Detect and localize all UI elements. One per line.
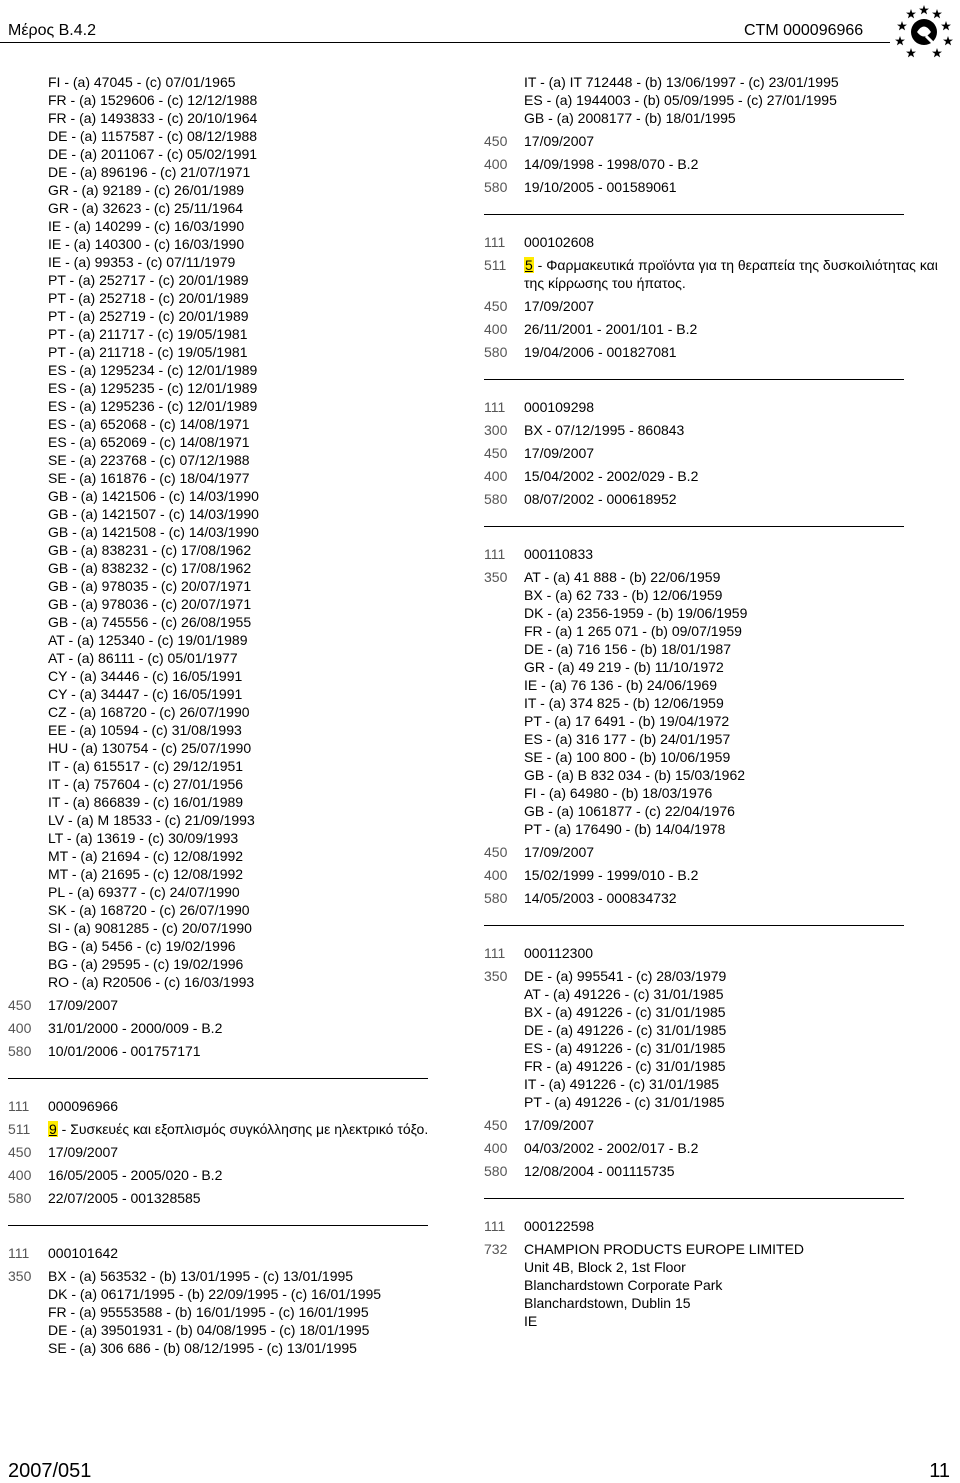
- entry-block: [484, 545, 944, 907]
- seniority-line: RO - (a) R20506 - (c) 16/03/1993: [48, 974, 255, 990]
- seniority-line: IE - (a) 76 136 - (b) 24/06/1969: [524, 677, 717, 693]
- seniority-list: [524, 967, 944, 1111]
- field-450: [484, 843, 944, 861]
- seniority-line: LV - (a) M 18533 - (c) 21/09/1993: [48, 812, 255, 828]
- field-111: [8, 1244, 448, 1262]
- seniority-line: PT - (a) 491226 - (c) 31/01/1985: [524, 1094, 725, 1110]
- field-value: 17/09/2007: [48, 997, 119, 1013]
- field-111: [484, 398, 944, 416]
- field-450: [484, 444, 944, 462]
- seniority-line: EE - (a) 10594 - (c) 31/08/1993: [48, 722, 242, 738]
- seniority-line: FI - (a) 64980 - (b) 18/03/1976: [524, 785, 713, 801]
- entry-separator: [8, 1078, 428, 1079]
- entry-block: [484, 398, 944, 508]
- seniority-list: [48, 1267, 448, 1357]
- seniority-line: ES - (a) 1295235 - (c) 12/01/1989: [48, 380, 258, 396]
- field-value: 000102608: [524, 234, 595, 250]
- seniority-line: GB - (a) 978036 - (c) 20/07/1971: [48, 596, 252, 612]
- seniority-line: BX - (a) 563532 - (b) 13/01/1995 - (c) 13/01/1995: [48, 1268, 354, 1284]
- field-580: [8, 1189, 448, 1207]
- seniority-line: GB - (a) 838232 - (c) 17/08/1962: [48, 560, 252, 576]
- field-value: 17/09/2007: [524, 1117, 595, 1133]
- field-value: 16/05/2005 - 2005/020 - B.2: [48, 1167, 223, 1183]
- field-code: 111: [8, 1098, 30, 1114]
- field-400: [8, 1019, 448, 1037]
- seniority-line: FR - (a) 1493833 - (c) 20/10/1964: [48, 110, 258, 126]
- field-value: 12/08/2004 - 001115735: [524, 1163, 675, 1179]
- field-code: 511: [8, 1121, 31, 1137]
- entry-block: [484, 233, 944, 361]
- field-value: 000122598: [524, 1218, 595, 1234]
- field-400: [484, 320, 944, 338]
- field-code: 400: [8, 1020, 32, 1036]
- seniority-line: IT - (a) 757604 - (c) 27/01/1956: [48, 776, 244, 792]
- field-value: 000096966: [48, 1098, 119, 1114]
- seniority-line: CY - (a) 34447 - (c) 16/05/1991: [48, 686, 243, 702]
- seniority-line: GR - (a) 92189 - (c) 26/01/1989: [48, 182, 245, 198]
- field-value: [524, 256, 944, 292]
- seniority-line: ES - (a) 1295234 - (c) 12/01/1989: [48, 362, 258, 378]
- field-400: [484, 866, 944, 884]
- seniority-line: IT - (a) 491226 - (c) 31/01/1985: [524, 1076, 720, 1092]
- header-ctm-number: CTM 000096966: [744, 22, 864, 39]
- seniority-line: ES - (a) 1295236 - (c) 12/01/1989: [48, 398, 258, 414]
- right-column: [484, 73, 944, 1330]
- field-value: 000110833: [524, 546, 594, 562]
- field-111: [484, 944, 944, 962]
- seniority-line: IT - (a) IT 712448 - (b) 13/06/1997 - (c) 23/01/1995: [524, 74, 839, 90]
- nice-class-number: 5: [525, 257, 533, 273]
- field-111: [484, 1217, 944, 1235]
- seniority-line: DE - (a) 39501931 - (b) 04/08/1995 - (c) 18/01/1995: [48, 1322, 370, 1338]
- field-111: [484, 545, 944, 563]
- field-450: [8, 996, 448, 1014]
- field-value: 17/09/2007: [524, 844, 595, 860]
- seniority-line: HU - (a) 130754 - (c) 25/07/1990: [48, 740, 252, 756]
- field-580: [8, 1042, 448, 1060]
- seniority-line: IT - (a) 615517 - (c) 29/12/1951: [48, 758, 244, 774]
- field-code: 111: [8, 1245, 30, 1261]
- field-400: [484, 1139, 944, 1157]
- seniority-line: PT - (a) 252718 - (c) 20/01/1989: [48, 290, 249, 306]
- field-580: [484, 178, 944, 196]
- seniority-line: DK - (a) 06171/1995 - (b) 22/09/1995 - (c) 16/01/1995: [48, 1286, 382, 1302]
- field-code: 450: [484, 133, 508, 149]
- field-111: [8, 1097, 448, 1115]
- seniority-line: ES - (a) 652069 - (c) 14/08/1971: [48, 434, 250, 450]
- field-value: BX - 07/12/1995 - 860843: [524, 422, 685, 438]
- seniority-line: CZ - (a) 168720 - (c) 26/07/1990: [48, 704, 250, 720]
- seniority-line: FI - (a) 47045 - (c) 07/01/1965: [48, 74, 236, 90]
- footer-page-number: 11: [929, 1460, 950, 1482]
- seniority-line: AT - (a) 41 888 - (b) 22/06/1959: [524, 569, 721, 585]
- seniority-line: AT - (a) 125340 - (c) 19/01/1989: [48, 632, 248, 648]
- entry-block: [8, 73, 448, 1060]
- entry-block: [484, 73, 944, 196]
- seniority-line: SI - (a) 9081285 - (c) 20/07/1990: [48, 920, 252, 936]
- field-350: [8, 1267, 448, 1357]
- field-511: [484, 256, 944, 292]
- seniority-line: ES - (a) 491226 - (c) 31/01/1985: [524, 1040, 726, 1056]
- address-line: IE: [524, 1313, 538, 1329]
- field-350: [484, 568, 944, 838]
- field-580: [484, 343, 944, 361]
- field-code: 580: [8, 1043, 32, 1059]
- address-line: Blanchardstown Corporate Park: [524, 1277, 723, 1293]
- seniority-line: IT - (a) 374 825 - (b) 12/06/1959: [524, 695, 724, 711]
- field-511: [8, 1120, 448, 1138]
- field-code: 400: [484, 1140, 508, 1156]
- field-450: [484, 1116, 944, 1134]
- seniority-line: PT - (a) 176490 - (b) 14/04/1978: [524, 821, 726, 837]
- entry-block: [8, 1097, 448, 1207]
- seniority-list: [524, 568, 944, 838]
- field-code: 450: [484, 445, 508, 461]
- field-450: [8, 1143, 448, 1161]
- seniority-line: SE - (a) 161876 - (c) 18/04/1977: [48, 470, 250, 486]
- seniority-line: SE - (a) 100 800 - (b) 10/06/1959: [524, 749, 731, 765]
- seniority-line: AT - (a) 86111 - (c) 05/01/1977: [48, 650, 238, 666]
- seniority-line: MT - (a) 21695 - (c) 12/08/1992: [48, 866, 244, 882]
- seniority-line: DE - (a) 1157587 - (c) 08/12/1988: [48, 128, 258, 144]
- seniority-line: GR - (a) 32623 - (c) 25/11/1964: [48, 200, 244, 216]
- field-code: 580: [484, 890, 508, 906]
- seniority-line: FR - (a) 1 265 071 - (b) 09/07/1959: [524, 623, 742, 639]
- address-line: Unit 4B, Block 2, 1st Floor: [524, 1259, 686, 1275]
- seniority-line: BX - (a) 62 733 - (b) 12/06/1959: [524, 587, 723, 603]
- field-value: 04/03/2002 - 2002/017 - B.2: [524, 1140, 699, 1156]
- address-line: CHAMPION PRODUCTS EUROPE LIMITED: [524, 1241, 805, 1257]
- seniority-line: GB - (a) 1421507 - (c) 14/03/1990: [48, 506, 259, 522]
- field-code: 450: [8, 997, 32, 1013]
- seniority-line: FR - (a) 491226 - (c) 31/01/1985: [524, 1058, 726, 1074]
- seniority-line: PL - (a) 69377 - (c) 24/07/1990: [48, 884, 240, 900]
- field-code: 400: [484, 468, 508, 484]
- field-111: [484, 233, 944, 251]
- field-code: 400: [484, 156, 508, 172]
- field-code: 450: [484, 844, 508, 860]
- field-code: 111: [484, 945, 506, 961]
- field-code: 580: [8, 1190, 32, 1206]
- entry-separator: [484, 214, 904, 215]
- field-code: 111: [484, 399, 506, 415]
- field-code: 580: [484, 344, 508, 360]
- entry-separator: [8, 1225, 428, 1226]
- entry-separator: [484, 526, 904, 527]
- field-code: 580: [484, 491, 508, 507]
- field-732: [484, 1240, 944, 1330]
- field-value: 000101642: [48, 1245, 119, 1261]
- field-580: [484, 490, 944, 508]
- field-code: 300: [484, 422, 508, 438]
- seniority-list: [524, 73, 944, 127]
- seniority-line: GB - (a) 1061877 - (c) 22/04/1976: [524, 803, 735, 819]
- seniority-line: IE - (a) 140300 - (c) 16/03/1990: [48, 236, 245, 252]
- seniority-line: GB - (a) 978035 - (c) 20/07/1971: [48, 578, 252, 594]
- entry-separator: [484, 925, 904, 926]
- field-code: 400: [484, 867, 508, 883]
- field-580: [484, 1162, 944, 1180]
- address-line: Blanchardstown, Dublin 15: [524, 1295, 691, 1311]
- seniority-line: GB - (a) 1421508 - (c) 14/03/1990: [48, 524, 259, 540]
- seniority-line: PT - (a) 252717 - (c) 20/01/1989: [48, 272, 249, 288]
- field-code: 580: [484, 1163, 508, 1179]
- seniority-line: BG - (a) 5456 - (c) 19/02/1996: [48, 938, 236, 954]
- seniority-line: GR - (a) 49 219 - (b) 11/10/1972: [524, 659, 724, 675]
- seniority-line: DE - (a) 716 156 - (b) 18/01/1987: [524, 641, 732, 657]
- field-code: 350: [484, 968, 508, 984]
- goods-description: - Συσκευές και εξοπλισμός συγκόλλησης με ηλεκτρικό τόξο.: [57, 1121, 429, 1137]
- seniority-line: DE - (a) 2011067 - (c) 05/02/1991: [48, 146, 258, 162]
- entry-block: [8, 1244, 448, 1357]
- field-code: 450: [8, 1144, 32, 1160]
- field-450: [484, 297, 944, 315]
- field-value: 08/07/2002 - 000618952: [524, 491, 677, 507]
- field-value: 31/01/2000 - 2000/009 - B.2: [48, 1020, 223, 1036]
- field-400: [484, 155, 944, 173]
- seniority-line: GB - (a) 2008177 - (b) 18/01/1995: [524, 110, 736, 126]
- field-value: 10/01/2006 - 001757171: [48, 1043, 201, 1059]
- field-450: [484, 132, 944, 150]
- field-code: 450: [484, 1117, 508, 1133]
- seniority-line: DE - (a) 491226 - (c) 31/01/1985: [524, 1022, 727, 1038]
- field-value: 22/07/2005 - 001328585: [48, 1190, 201, 1206]
- field-value: 15/02/1999 - 1999/010 - B.2: [524, 867, 699, 883]
- field-300: [484, 421, 944, 439]
- left-column: [8, 73, 448, 1357]
- field-value: 15/04/2002 - 2002/029 - B.2: [524, 468, 699, 484]
- seniority-line: FR - (a) 95553588 - (b) 16/01/1995 - (c) 16/01/1995: [48, 1304, 369, 1320]
- seniority-line: PT - (a) 211717 - (c) 19/05/1981: [48, 326, 248, 342]
- seniority-line: SE - (a) 306 686 - (b) 08/12/1995 - (c) 13/01/1995: [48, 1340, 357, 1356]
- seniority-line: ES - (a) 652068 - (c) 14/08/1971: [48, 416, 250, 432]
- seniority-line: LT - (a) 13619 - (c) 30/09/1993: [48, 830, 239, 846]
- field-350: [484, 967, 944, 1111]
- entry-block: [484, 1217, 944, 1330]
- field-value: 14/09/1998 - 1998/070 - B.2: [524, 156, 699, 172]
- proprietor-address: [524, 1240, 944, 1330]
- field-value: 19/04/2006 - 001827081: [524, 344, 677, 360]
- header-section: Μέρος Β.4.2: [8, 22, 96, 39]
- seniority-line: SE - (a) 223768 - (c) 07/12/1988: [48, 452, 250, 468]
- seniority-line: FR - (a) 1529606 - (c) 12/12/1988: [48, 92, 258, 108]
- seniority-line: GB - (a) 838231 - (c) 17/08/1962: [48, 542, 252, 558]
- field-value: [48, 1120, 448, 1138]
- field-continuation: [484, 73, 944, 127]
- field-value: 000112300: [524, 945, 594, 961]
- field-continuation: [8, 73, 448, 991]
- seniority-line: BX - (a) 491226 - (c) 31/01/1985: [524, 1004, 726, 1020]
- field-value: 26/11/2001 - 2001/101 - B.2: [524, 321, 698, 337]
- field-code: 400: [484, 321, 508, 337]
- entry-block: [484, 944, 944, 1180]
- seniority-line: GB - (a) 745556 - (c) 26/08/1955: [48, 614, 252, 630]
- ohim-logo-icon: [893, 1, 955, 63]
- field-400: [8, 1166, 448, 1184]
- header-rule: [0, 42, 890, 43]
- seniority-line: DE - (a) 995541 - (c) 28/03/1979: [524, 968, 727, 984]
- seniority-line: PT - (a) 252719 - (c) 20/01/1989: [48, 308, 249, 324]
- field-value: 19/10/2005 - 001589061: [524, 179, 677, 195]
- seniority-line: IT - (a) 866839 - (c) 16/01/1989: [48, 794, 244, 810]
- field-code: 580: [484, 179, 508, 195]
- field-value: 14/05/2003 - 000834732: [524, 890, 677, 906]
- field-580: [484, 889, 944, 907]
- field-code: 511: [484, 257, 507, 273]
- seniority-line: ES - (a) 1944003 - (b) 05/09/1995 - (c) 27/01/1995: [524, 92, 837, 108]
- seniority-line: GB - (a) B 832 034 - (b) 15/03/1962: [524, 767, 746, 783]
- field-code: 450: [484, 298, 508, 314]
- field-value: 17/09/2007: [48, 1144, 119, 1160]
- seniority-line: SK - (a) 168720 - (c) 26/07/1990: [48, 902, 250, 918]
- seniority-line: PT - (a) 17 6491 - (b) 19/04/1972: [524, 713, 730, 729]
- field-value: 000109298: [524, 399, 595, 415]
- seniority-line: MT - (a) 21694 - (c) 12/08/1992: [48, 848, 244, 864]
- field-code: 400: [8, 1167, 32, 1183]
- seniority-line: AT - (a) 491226 - (c) 31/01/1985: [524, 986, 724, 1002]
- seniority-line: IE - (a) 140299 - (c) 16/03/1990: [48, 218, 245, 234]
- field-value: 17/09/2007: [524, 298, 595, 314]
- entry-separator: [484, 1198, 904, 1199]
- entry-separator: [484, 379, 904, 380]
- seniority-line: ES - (a) 316 177 - (b) 24/01/1957: [524, 731, 731, 747]
- field-code: 111: [484, 1218, 506, 1234]
- field-code: 111: [484, 546, 506, 562]
- footer-issue: 2007/051: [8, 1460, 92, 1482]
- field-code: 350: [484, 569, 508, 585]
- seniority-line: BG - (a) 29595 - (c) 19/02/1996: [48, 956, 244, 972]
- nice-class-number: 9: [49, 1121, 57, 1137]
- goods-description: - Φαρμακευτικά προϊόντα για τη θεραπεία της δυσκοιλιότητας και της κίρρωσης του ήπατος.: [524, 257, 938, 291]
- field-code: 111: [484, 234, 506, 250]
- seniority-line: DK - (a) 2356-1959 - (b) 19/06/1959: [524, 605, 748, 621]
- field-code: 350: [8, 1268, 32, 1284]
- seniority-line: PT - (a) 211718 - (c) 19/05/1981: [48, 344, 248, 360]
- field-400: [484, 467, 944, 485]
- field-code: 732: [484, 1241, 508, 1257]
- field-value: 17/09/2007: [524, 445, 595, 461]
- seniority-line: GB - (a) 1421506 - (c) 14/03/1990: [48, 488, 259, 504]
- field-value: 17/09/2007: [524, 133, 595, 149]
- seniority-list: [48, 73, 448, 991]
- seniority-line: DE - (a) 896196 - (c) 21/07/1971: [48, 164, 251, 180]
- seniority-line: IE - (a) 99353 - (c) 07/11/1979: [48, 254, 236, 270]
- seniority-line: CY - (a) 34446 - (c) 16/05/1991: [48, 668, 243, 684]
